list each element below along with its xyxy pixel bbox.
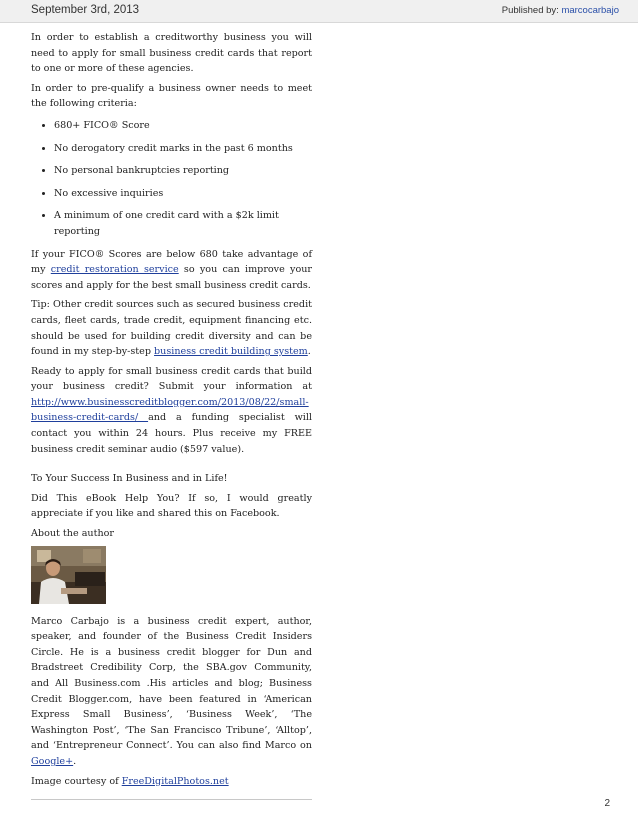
spacer [31, 461, 312, 471]
paragraph-success: To Your Success In Business and in Life! [31, 473, 228, 485]
page-number: 2 [604, 798, 610, 809]
text-segment: . [307, 346, 311, 358]
about-author-heading: About the author [31, 528, 114, 540]
criteria-item: • No excessive inquiries [54, 186, 312, 202]
criteria-item: • No personal bankruptcies reporting [54, 163, 312, 179]
paragraph-fico [31, 247, 312, 294]
published-label: Published by: [501, 5, 559, 16]
credit-building-system-link[interactable]: business credit building system [154, 346, 308, 358]
text-segment: Ready to apply for small business credit cards that build your business credit? Submit your information at [31, 365, 312, 393]
paragraph-prequalify: In order to pre-qualify a business owner needs to meet the following criteria: [31, 82, 312, 110]
paragraph-establish: In order to establish a creditworthy business you will need to apply for small business credit cards that report to one or more of these agencies. [31, 32, 312, 75]
text-segment: Image courtesy of [31, 775, 122, 787]
paragraph-ebook: Did This eBook Help You? If so, I would greatly appreciate if you like and shared this on Facebook. [31, 492, 312, 520]
page-header [0, 0, 638, 23]
text-segment: so you can improve your scores and apply for the best small business credit cards. [31, 264, 312, 291]
divider [31, 799, 312, 800]
author-bio [31, 614, 312, 770]
article-body [31, 30, 312, 800]
author-link[interactable]: marcocarbajo [561, 5, 619, 16]
text-segment: Marco Carbajo is a business credit expert, author, speaker, and founder of the Business Credit Insiders Circle. He is a business credit blogger for Dun and Bradstreet Credibility Corp, the SBA.gov Community, and All Business.com .His articles and blog; Business Credit Blogger.com, have been featured in ‘American Express Small Business’, ‘Business Week’, ‘The Washington Post’, ‘The San Francisco Tribune’, ‘Alltop’, and ‘Entrepreneur Connect’. You can also find Marco on [31, 615, 312, 752]
criteria-item: • 680+ FICO® Score [54, 118, 312, 134]
header-date: September 3rd, 2013 [31, 4, 140, 16]
image-credit [31, 774, 312, 790]
paragraph-tip [31, 297, 312, 359]
small-business-credit-cards-link[interactable]: http://www.businesscreditblogger.com/2013/08/22/small-business-credit-cards/ [31, 396, 309, 424]
criteria-item: • A minimum of one credit card with a $2k limit reporting [54, 208, 312, 239]
freedigitalphotos-link[interactable]: FreeDigitalPhotos.net [121, 775, 229, 787]
text-segment: . [73, 755, 77, 767]
criteria-list [31, 118, 312, 240]
credit-restoration-link[interactable]: credit restoration service [50, 264, 179, 276]
author-photo-image [31, 546, 106, 604]
text-segment: Tip: Other credit sources such as secured business credit cards, fleet cards, trade credit, equipment financing etc. should be used for building credit diversity and can be found in my step-by-step [31, 299, 312, 358]
google-plus-link[interactable]: Google+ [31, 755, 74, 767]
criteria-item: • No derogatory credit marks in the past 6 months [54, 141, 312, 157]
published-by [502, 5, 619, 16]
text-segment: If your FICO® Scores are below 680 take advantage of my [31, 248, 312, 276]
text-segment: and a funding specialist will contact you within 24 hours. Plus receive my FREE business credit seminar audio ($597 value). [31, 412, 312, 455]
paragraph-ready [31, 364, 312, 458]
author-photo [31, 546, 106, 604]
